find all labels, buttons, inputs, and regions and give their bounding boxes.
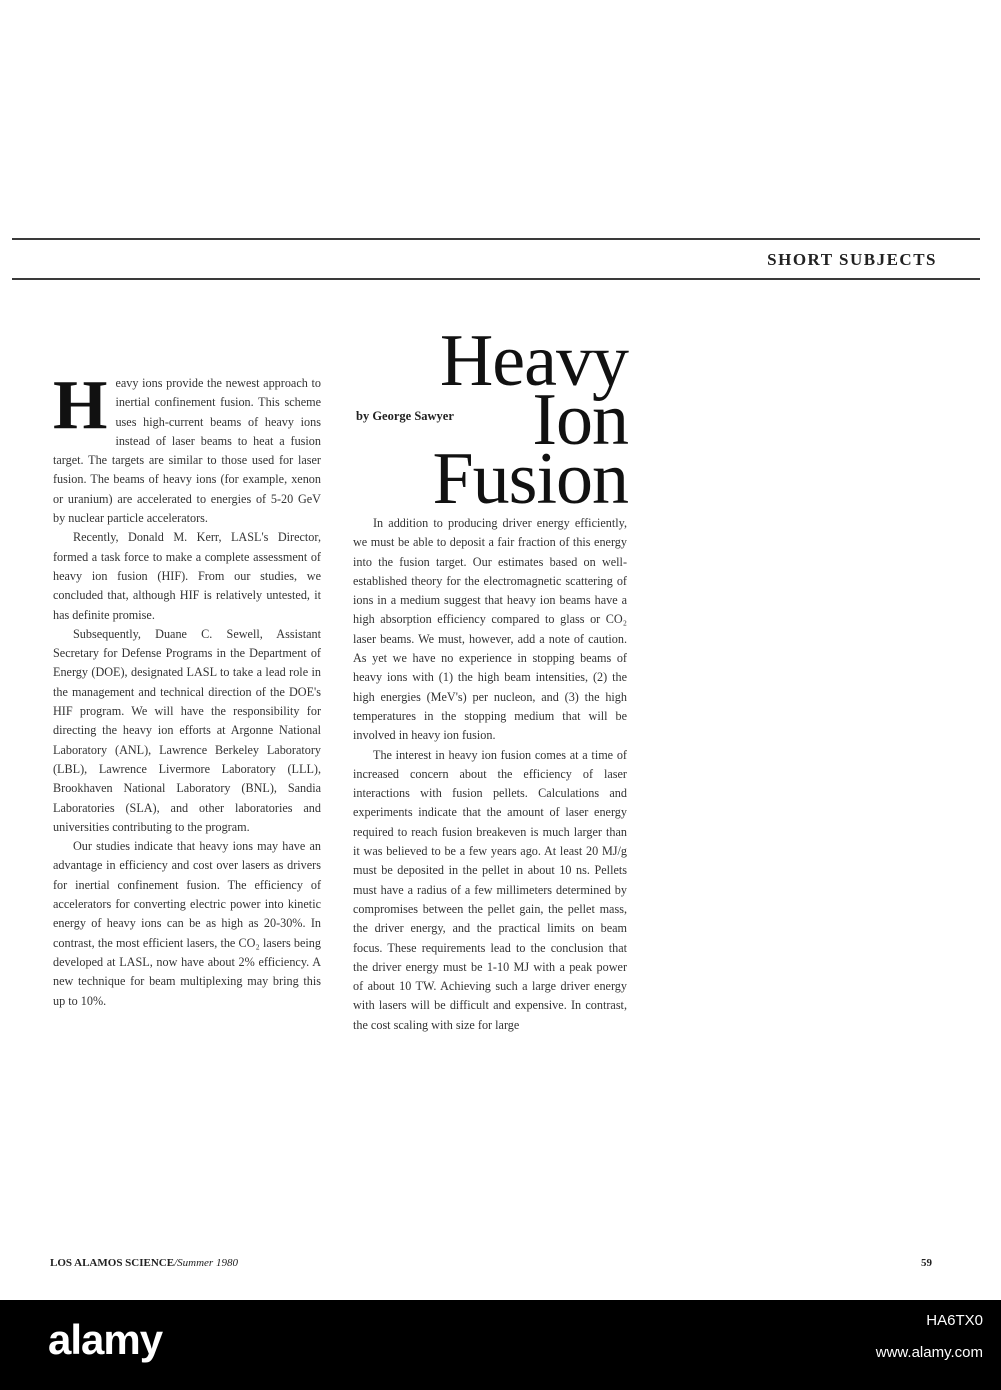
right-column <box>353 514 627 1035</box>
page-number: 59 <box>921 1257 932 1269</box>
watermark-url: www.alamy.com <box>875 1344 983 1361</box>
footer-publication <box>50 1257 238 1269</box>
byline: by George Sawyer <box>356 409 454 423</box>
title-line-1: Heavy <box>439 320 628 402</box>
left-column <box>53 367 321 1011</box>
paragraph-1-text: eavy ions provide the newest approach to inertial confinement fusion. This scheme uses high-current beams of heavy ions instead of laser beams to heat a fusion target. The targets are similar to those used for laser fusion. The beams of heavy ions (for example, xenon or uranium) are accelerated to energies of 5-20 GeV by nuclear particle accelerators. <box>53 376 321 526</box>
paragraph-2: Recently, Donald M. Kerr, LASL's Director, formed a task force to make a complete assessment of heavy ion fusion (HIF). From our studies, we concluded that, although HIF is relatively untested, it has definite promise. <box>53 530 321 622</box>
paragraph-3: Subsequently, Duane C. Sewell, Assistant Secretary for Defense Programs in the Department of Energy (DOE), designated LASL to take a lead role in the management and technical direction of the DOE's HIF program. We will have the responsibility for directing the heavy ion efforts at Argonne National Laboratory (ANL), Lawrence Berkeley Laboratory (LBL), Lawrence Livermore Laboratory (LLL), Brookhaven National Laboratory (BNL), Sandia Laboratories (SLA), and other laboratories and universities contributing to the program. <box>53 626 321 834</box>
watermark-image-id: HA6TX0 <box>926 1312 983 1329</box>
paragraph-6: The interest in heavy ion fusion comes at a time of increased concern about the efficiency of laser interactions with fusion pellets. Calculations and experiments indicate that the amount of laser energy required to reach fusion breakeven is much larger than it was believed to be a few years ago. At least 20 MJ/g must be deposited in the pellet in about 10 ns. Pellets must have a radius of a few millimeters determined by compromises between the pellet gain, the pellet mass, the driver energy, and the practical limits on beam focus. These requirements lead to the conclusion that the driver energy must be 1-10 MJ with a peak power of about 10 TW. Achieving such a large driver energy with lasers will be difficult and expensive. In contrast, the cost scaling with size for large <box>353 747 627 1032</box>
drop-cap: H <box>53 367 108 444</box>
issue-date: /Summer 1980 <box>174 1257 238 1269</box>
header-rule <box>12 278 980 280</box>
section-label: SHORT SUBJECTS <box>767 250 937 269</box>
article-title <box>432 320 628 520</box>
title-line-3: Fusion <box>432 438 628 520</box>
title-line-2: Ion <box>532 379 628 461</box>
top-rule <box>12 238 980 240</box>
publication-name: LOS ALAMOS SCIENCE <box>50 1257 175 1269</box>
paragraph-4: Our studies indicate that heavy ions may have an advantage in efficiency and cost over lasers as drivers for inertial confinement fusion. The efficiency of accelerators for converting electric power into kinetic energy of heavy ions can be as high as 20-30%. In contrast, the most efficient lasers, the CO₂ lasers being developed at LASL, now have about 2% efficiency. A new technique for beam multiplexing may bring this up to 10%. <box>53 839 321 1008</box>
paragraph-5: In addition to producing driver energy efficiently, we must be able to deposit a fair fraction of this energy into the fusion target. Our estimates based on well-established theory for the electromagnetic scattering of ions in a medium suggest that heavy ion beams have a high absorption efficiency compared to glass or CO₂ laser beams. We must, however, add a note of caution. As yet we have no experience in stopping beams of heavy ions with (1) the high beam intensities, (2) the high energies (MeV's) per nucleon, and (3) the high temperatures in the stopping medium that will be involved in heavy ion fusion. <box>353 516 627 743</box>
watermark-logo: alamy <box>48 1316 163 1363</box>
paragraph-1 <box>53 367 321 528</box>
